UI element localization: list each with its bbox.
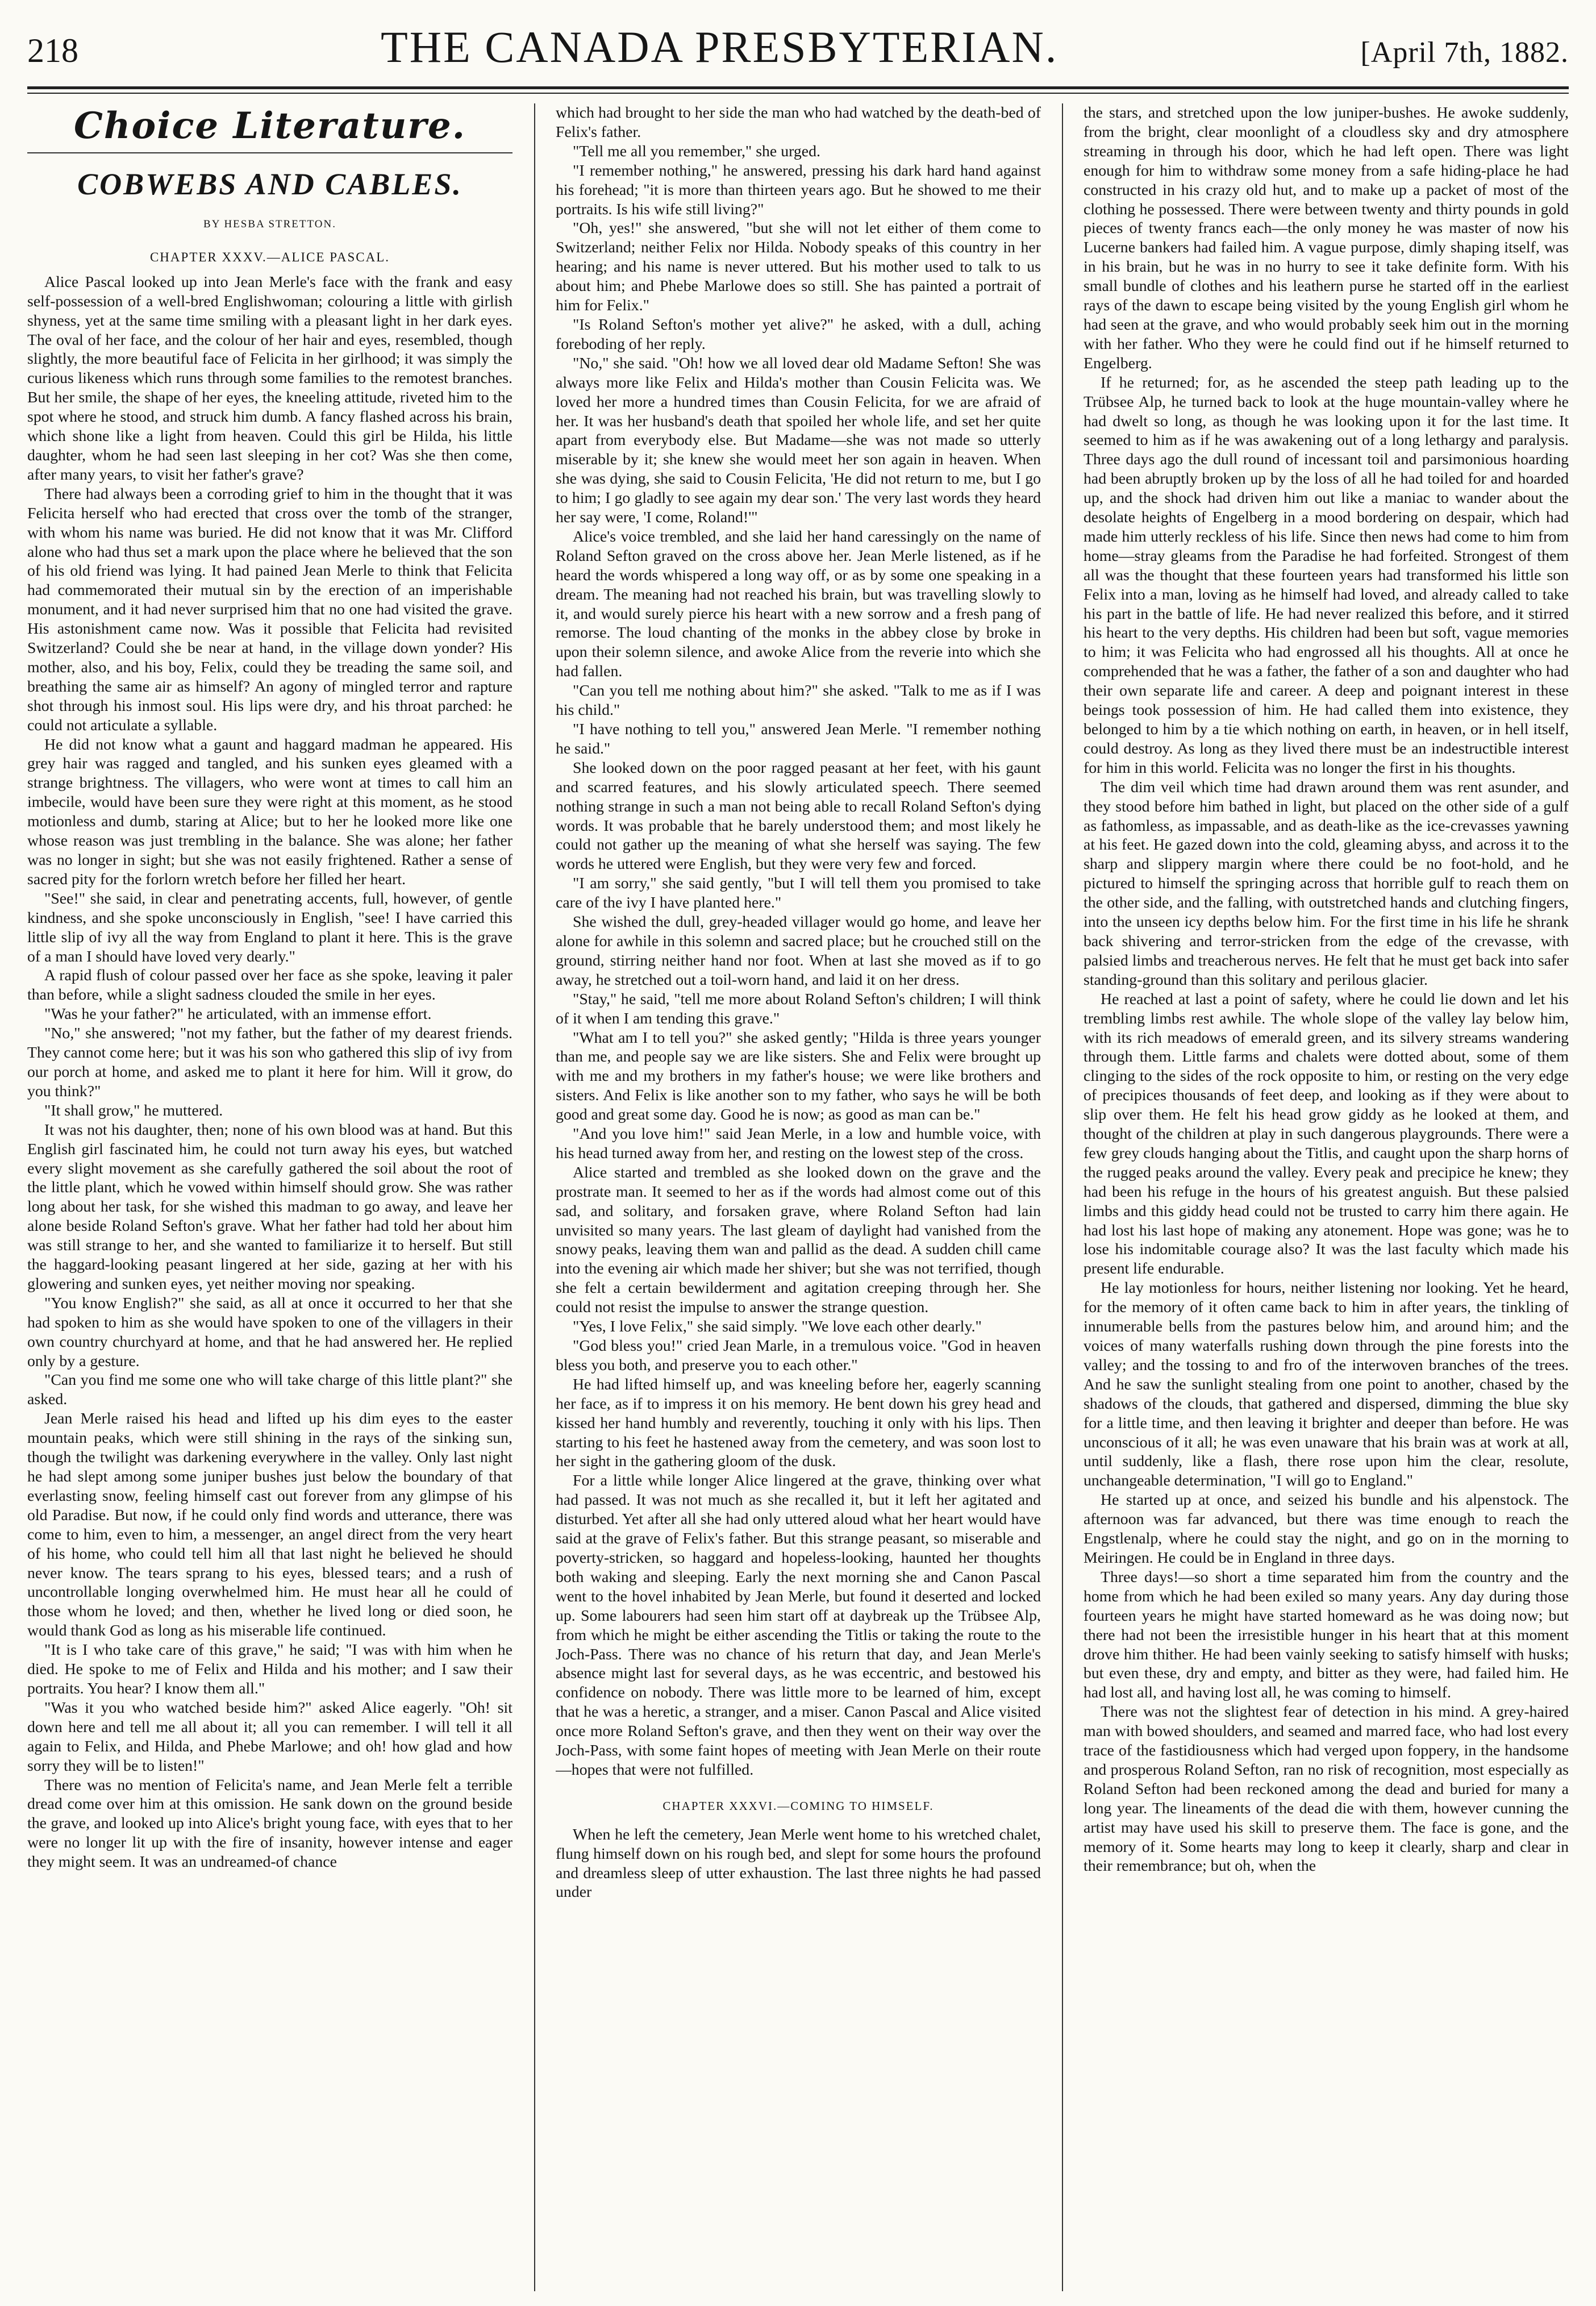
paragraph: She wished the dull, grey-headed villager would go home, and leave her alone for awhile in this solemn and sacred place; but he crouched still on the ground, stirring neither hand nor foot. When at last she moved as if to go away, he stretched out a toil-worn hand, and laid it on her dress. — [556, 913, 1041, 989]
paragraph: "See!" she said, in clear and penetrating accents, full, however, of gentle kindness, and she spoke unconsciously in English, "see! I have carried this little slip of ivy all the way from England to plant it here. This is the grave of a man I should have loved very dearly." — [27, 889, 512, 965]
paragraph: "No," she answered; "not my father, but the father of my dearest friends. They cannot come here; but it was his son who gathered this slip of ivy from our porch at home, and asked me to plant it here for him. Will it grow, do you think?" — [27, 1025, 512, 1100]
paragraph: "Yes, I love Felix," she said simply. "We love each other dearly." — [573, 1318, 982, 1336]
section-heading-rule — [27, 152, 512, 153]
paragraph: A rapid flush of colour passed over her face as she spoke, leaving it paler than before, while a slight sadness clouded the smile in her eyes. — [27, 967, 512, 1004]
paragraph: "It is I who take care of this grave," he said; "I was with him when he died. He spoke to me of Felix and Hilda and his mother; and I saw their portraits. You hear? I know them all." — [27, 1641, 512, 1697]
paragraph: When he left the cemetery, Jean Merle went home to his wretched chalet, flung himself down on his rough bed, and slept for some hours the profound and dreamless sleep of utter exhaustion. The last three nights he had passed under — [556, 1825, 1041, 1901]
paragraph: He did not know what a gaunt and haggard madman he appeared. His grey hair was ragged and tangled, and his sunken eyes gleamed with a strange brightness. The villagers, who were wont at times to call him an imbecile, would have been sure they were right at this moment, as he stood motionless and dumb, staring at Alice; but to her he looked more like one whose reason was just trembling in the balance. She was alone; her father was no longer in sight; but she was not easily frightened. Rather a sense of sacred pity for the forlorn wretch before her filled her heart. — [27, 735, 512, 888]
chapter-heading: CHAPTER XXXV.—ALICE PASCAL. — [149, 249, 390, 264]
paragraph: There had always been a corroding grief to him in the thought that it was Felicita herself who had erected that cross over the tomb of the stranger, with whom his name was buried. He did not know that it was Mr. Clifford alone who had thus set a mark upon the place where he believed that the son of his old friend was lying. It had pained Jean Merle to think that Felicita had commemorated their mutual sin by the erection of an imperishable monument, and it had never surprised him that no one had visited the grave. His astonishment came now. Was it possible that Felicita had revisited Switzerland? Could she be near at hand, in the village down yonder? His mother, also, and his boy, Felix, could they be treading the same soil, and breathing the same air as himself? An agony of mingled terror and rapture shot through his inmost soul. His lips were dry, and his throat parched: he could not articulate a syllable. — [27, 485, 512, 734]
paragraph: He reached at last a point of safety, where he could lie down and let his trembling limbs rest awhile. The whole slope of the valley lay below him, with its rich meadows of emerald green, and its silvery streams wandering through them. Little farms and chalets were dotted about, some of them clinging to the sides of the rock opposite to him, or resting on the very edge of precipices thousands of feet deep, and looking as if they were about to slip over them. He felt his head grow giddy as he looked at them, and thought of the children at play in such dangerous playgrounds. There were a few grey clouds hanging about the Titlis, and caught upon the sharp horns of the rugged peaks around the valley. Every peak and precipice he knew; they had been his refuge in the hours of his greatest anguish. But these palsied limbs and this giddy head could not be trusted to carry him there again. He had lost his last hope of making any atonement. Hope was gone; was he to lose his indomitable courage also? It was the last faculty which made his present life endurable. — [1084, 990, 1569, 1278]
paragraph: She looked down on the poor ragged peasant at her feet, with his gaunt and scarred features, and his slowly articulated speech. There seemed nothing strange in such a man not being able to recall Roland Sefton's dying words. It was probable that he barely understood them; and most likely he could not gather up the meaning of what she herself was saying. The few words he uttered were English, but they were very few and forced. — [556, 759, 1041, 873]
story-title: COBWEBS AND CABLES. — [77, 167, 462, 201]
paragraph: Three days!—so short a time separated him from the country and the home from which he had been exiled so many years. Any day during those fourteen years he might have started homeward as he was doing now; but there had not been the irresistible hunger in his heart that at this moment drove him thither. He had been vainly seeking to satisfy himself with husks; but even these, dry and empty, and bitter as they were, had failed him. He had lost all, and having lost all, he was coming to himself. — [1084, 1568, 1569, 1702]
masthead — [27, 22, 1569, 84]
paragraph: He had lifted himself up, and was kneeling before her, eagerly scanning her face, as if to impress it on his memory. He bent down his grey head and kissed her hand humbly and reverently, touching it only with his lips. Then starting to his feet he hastened away from the cemetery, and was soon lost to her sight in the gathering gloom of the dusk. — [556, 1375, 1041, 1471]
article-columns — [27, 103, 1569, 2291]
paragraph: Alice started and trembled as she looked down on the grave and the prostrate man. It seemed to her as if the words had almost come out of this sad, and solitary, and forsaken grave, where Roland Sefton had lain unvisited so many years. The last gleam of daylight had vanished from the snowy peaks, leaving them wan and pallid as the dead. A sudden chill came into the evening air which made her shiver; but she was not terrified, though she felt a certain bewilderment and agitation creeping through her. She could not resist the impulse to answer the strange question. — [556, 1163, 1041, 1317]
paragraph: "It shall grow," he muttered. — [44, 1101, 223, 1119]
paragraph: "Was he your father?" he articulated, with an immense effort. — [44, 1005, 432, 1023]
paragraph: There was no mention of Felicita's name, and Jean Merle felt a terrible dread come over him at this omission. He sank down on the ground beside the grave, and looked up into Alice's bright young face, with eyes that to her were no longer lit up with the fire of insanity, however intense and eager they might seem. It was an undreamed-of chance — [27, 1776, 512, 1871]
paragraph: "And you love him!" said Jean Merle, in a low and humble voice, with his head turned away from her, and resting on the lowest step of the cross. — [556, 1125, 1041, 1162]
chapter-heading: CHAPTER XXXVI.—COMING TO HIMSELF. — [662, 1799, 934, 1813]
column-divider — [534, 103, 535, 2291]
paragraph: "I am sorry," she said gently, "but I will tell them you promised to take care of the ivy I have planted here." — [556, 875, 1041, 912]
paragraph: If he returned; for, as he ascended the steep path leading up to the Trübsee Alp, he turned back to look at the huge mountain-valley where he had dwelt so long, as though he was looking upon it for the last time. It seemed to him as if he was awakening out of a long lethargy and paralysis. Three days ago the dull round of incessant toil and parsimonious hoarding had been abruptly broken up by the loss of all he had toiled for and hoarded up, and the shock had driven him out like a maniac to wander about the desolate heights of Engelberg in a mood bordering on despair, which had made him utterly reckless of his life. Since then news had come to him from home—stray gleams from the Paradise he had forfeited. Strongest of them all was the thought that these fourteen years had transformed his little son Felix into a man, loving as he himself had loved, and already called to take his part in the battle of life. He had never realized this before, and it stirred his heart to the very depths. His children had been but soft, vague memories to him; it was Felicita who had engrossed all his thoughts. All at once he comprehended that he was a father, the father of a son and daughter who had their own separate life and career. A deep and poignant interest in these beings took possession of him. He had called them into existence, they belonged to him by a tie which nothing on earth, in heaven, or in hell itself, could destroy. As long as they lived there must be an indestructible interest for him in this world. Felicita was no longer the first in his thoughts. — [1084, 373, 1569, 777]
paragraph: Jean Merle raised his head and lifted up his dim eyes to the easter mountain peaks, which were still shining in the rays of the sinking sun, though the twilight was darkening everywhere in the valley. Only last night he had slept among some juniper bushes just below the boundary of that everlasting snow, feeling himself cast out forever from any glimpse of his old Paradise. But now, if he could only find words and utterance, there was come to him, even to him, a messenger, an angel direct from the very heart of his home, who could tell him all that last night he believed he should never know. The tears sprang to his eyes, blessed tears; and a rush of uncontrollable longing overwhelmed him. He must hear all he could of those whom he loved; and then, whether he lived long or died soon, he would thank God as long as his miserable life continued. — [27, 1410, 512, 1640]
paragraph: For a little while longer Alice lingered at the grave, thinking over what had passed. It was not much as she recalled it, but it left her agitated and disturbed. Yet after all she had only uttered aloud what her heart would have said at the grave of Felix's father. But this strange peasant, so miserable and poverty-stricken, so haggard and hopeless-looking, haunted her thoughts both waking and sleeping. Early the next morning she and Canon Pascal went to the hovel inhabited by Jean Merle, but found it deserted and locked up. Some labourers had seen him start off at daybreak up the Trübsee Alp, from which he might be either ascending the Titlis or taking the route to the Joch-Pass. There was no chance of his return that day, and Jean Merle's absence might last for several days, as he was eccentric, and bestowed his confidence on nobody. There was little more to be learned of him, except that he was a heretic, a stranger, and a miser. Canon Pascal and Alice visited once more Roland Sefton's grave, and then they went on their way over the Joch-Pass, with some faint hopes of meeting with Jean Merle on their route—hopes that were not fulfilled. — [556, 1472, 1041, 1779]
column-2 — [556, 103, 1041, 2291]
story-byline: BY HESBA STRETTON. — [203, 218, 336, 230]
paragraph: It was not his daughter, then; none of his own blood was at hand. But this English girl fascinated him, he could not turn away his eyes, but watched every slight movement as she carefully gathered the soil about the root of the little plant, which he vowed within himself should grow. She was rather long about her task, for she wished this madman to go away, and leave her alone beside Roland Sefton's grave. What her father had told her about him was still strange to her, and she wanted to familiarize it to herself. But still the haggard-looking peasant lingered at her side, gazing at her with his glowering and sunken eyes, yet neither moving nor speaking. — [27, 1121, 512, 1293]
paragraph: He lay motionless for hours, neither listening nor looking. Yet he heard, for the memory of it often came back to him in after years, the tinkling of innumerable bells from the pastures below him, and around him; and the voices of many waterfalls rushing down through the pine forests into the valley; and the tossing to and fro of the interwoven branches of the trees. And he saw the sunlight stealing from one point to another, chased by the shadows of the clouds, that gathered and dispersed, dimming the blue sky for a little time, and then leaving it brighter and deeper than before. He was unconscious of it all; he was even unaware that his brain was at work at all, until suddenly, like a flash, there rose upon him the clear, resolute, unchangeable determination, "I will go to England." — [1084, 1279, 1569, 1490]
paragraph: The dim veil which time had drawn around them was rent asunder, and they stood before him bathed in light, but placed on the other side of a gulf as fathomless, as impassable, and as death-like as the ice-crevasses yawning at his feet. He gazed down into the cold, gleaming abyss, and across it to the sharp and slippery margin where there could be no foot-hold, and he pictured to himself the springing across that horrible gulf to reach them on the other side, and the falling, with outstretched hands and clutching fingers, into the unseen icy depths below him. For the first time in his life he shrank back shivering and terror-stricken from the edge of the crevasse, with palsied limbs and treacherous nerves. He felt that he must get back into safer standing-ground than this solitary and perilous glacier. — [1084, 778, 1569, 989]
masthead-rule-thin — [27, 93, 1569, 94]
paragraph: He started up at once, and seized his bundle and his alpenstock. The afternoon was far advanced, but there was time enough to reach the Engstlenalp, where he could stay the night, and go on in the morning to Meiringen. He could be in England in three days. — [1084, 1491, 1569, 1567]
paragraph: "Can you tell me nothing about him?" she asked. "Talk to me as if I was his child." — [556, 682, 1041, 719]
column-2-body — [556, 103, 1041, 1902]
paragraph: "I remember nothing," he answered, pressing his dark hard hand against his forehead; "it is more than thirteen years ago. But he showed to me their portraits. Is his wife still living?" — [556, 161, 1041, 218]
paragraph: "Was it you who watched beside him?" asked Alice eagerly. "Oh! sit down here and tell me all about it; all you can remember. I will tell it all again to Felix, and Hilda, and Phebe Marlowe; and oh! how glad and how sorry they will be to listen!" — [27, 1699, 512, 1775]
paragraph: "You know English?" she said, as all at once it occurred to her that she had spoken to him as she would have spoken to one of the villagers in their own country churchyard at home, and that he had answered her. He replied only by a gesture. — [27, 1294, 512, 1370]
column-1 — [27, 103, 512, 2291]
paragraph: Alice Pascal looked up into Jean Merle's face with the frank and easy self-possession of a well-bred Englishwoman; colouring a little with girlish shyness, yet at the same time smiling with a pleasant light in her dark eyes. The oval of her face, and the colour of her hair and eyes, resembled, though slightly, the more beautiful face of Felicita in her girlhood; it was simply the curious likeness which runs through some families to the remotest branches. But her smile, the shape of her eyes, the kneeling attitude, riveted him to the spot where he stood, and struck him dumb. A fancy flashed across his brain, which shone like a light from heaven. Could this girl be Hilda, his little daughter, whom he had seen last sleeping in her cot? Was she then come, after many years, to visit her father's grave? — [27, 273, 512, 484]
paragraph: "I have nothing to tell you," answered Jean Merle. "I remember nothing he said." — [556, 721, 1041, 757]
paragraph: "God bless you!" cried Jean Marle, in a tremulous voice. "God in heaven bless you both, and preserve you to each other." — [556, 1337, 1041, 1374]
paragraph: "Stay," he said, "tell me more about Roland Sefton's children; I will think of it when I am tending this grave." — [556, 990, 1041, 1027]
paragraph: which had brought to her side the man who had watched by the death-bed of Felix's father. — [556, 104, 1041, 141]
paragraph: "Oh, yes!" she answered, "but she will not let either of them come to Switzerland; neither Felix nor Hilda. Nobody speaks of this country in her hearing; and his name is never uttered. But his mother used to talk to us about him; and Phebe Marlowe does so still. She has painted a portrait of him for Felix." — [556, 219, 1041, 315]
newspaper-title: THE CANADA PRESBYTERIAN. — [381, 22, 1059, 72]
column-1-body — [27, 273, 512, 1872]
column-3-body — [1084, 103, 1569, 1876]
masthead-rule — [27, 86, 1569, 89]
issue-date: [April 7th, 1882. — [1360, 36, 1569, 69]
column-3 — [1084, 103, 1569, 2291]
paragraph: "No," she said. "Oh! how we all loved dear old Madame Sefton! She was always more like Felix and Hilda's mother than Cousin Felicita was. We loved her more a hundred times than Cousin Felicita, for we are afraid of her. It was her husband's death that spoiled her whole life, and set her quite apart from everybody else. But Madame—she was not made so utterly miserable by it; she knew she would meet her son again in heaven. When she was dying, she said to Cousin Felicita, 'He did not return to me, but I go to him; I go gladly to see again my dear son.' The very last words they heard her say were, 'I come, Roland!'" — [556, 354, 1041, 527]
paragraph: "Tell me all you remember," she urged. — [573, 142, 820, 160]
paragraph: the stars, and stretched upon the low juniper-bushes. He awoke suddenly, from the bright, clear moonlight of a cloudless sky and dry atmosphere streaming in through his door, which he had left open. There was light enough for him to withdraw some money from a safe hiding-place he had constructed in his crazy old hut, and to make up a packet of most of the clothing he possessed. There were between twenty and thirty pounds in gold pieces of twenty francs each—the only money he was master of now his Lucerne bankers had failed him. A vague purpose, dimly shaping itself, was in his brain, but he was in no hurry to see it take definite form. With his small bundle of clothes and his leathern purse he started off in the earliest rays of the dawn to escape being visited by the young English girl whom he had seen at the grave, and who would probably seek him out in the morning with her father. Who they were he could find out if he himself returned to Engelberg. — [1084, 104, 1569, 372]
page-number: 218 — [27, 32, 78, 69]
column-divider — [1062, 103, 1063, 2291]
paragraph: Alice's voice trembled, and she laid her hand caressingly on the name of Roland Sefton graved on the cross above her. Jean Merle listened, as if he heard the words whispered a long way off, or as by some one speaking in a dream. The meaning had not reached his brain, but was travelling slowly to it, and would surely pierce his heart with a new sorrow and a fresh pang of remorse. The loud chanting of the monks in the abbey close by broke in upon their solemn silence, and awoke Alice from the reverie into which she had fallen. — [556, 527, 1041, 681]
paragraph: "Can you find me some one who will take charge of this little plant?" she asked. — [27, 1371, 512, 1409]
section-heading: Choice Literature. — [73, 105, 466, 147]
paragraph: There was not the slightest fear of detection in his mind. A grey-haired man with bowed shoulders, and seamed and marred face, who had lost every trace of the fastidiousness which had verged upon foppery, in the handsome and prosperous Roland Sefton, ran no risk of recognition, most especially as Roland Sefton had been reckoned among the dead and buried for many a long year. The lineaments of the dead die with them, however cunning the artist may have used his skill to preserve them. The face is gone, and the memory of it. Some hearts may long to keep it clearly, sharp and clear in their remembrance; but oh, when the — [1084, 1703, 1569, 1875]
paragraph: "What am I to tell you?" she asked gently; "Hilda is three years younger than me, and people say we are like sisters. She and Felix were brought up with me and my brothers in my father's house; we were like brothers and sisters. And Felix is like another son to my father, who says he will be both good and great some day. Good he is now; as good as man can be." — [556, 1029, 1041, 1124]
paragraph: "Is Roland Sefton's mother yet alive?" he asked, with a dull, aching foreboding of her reply. — [556, 315, 1041, 353]
